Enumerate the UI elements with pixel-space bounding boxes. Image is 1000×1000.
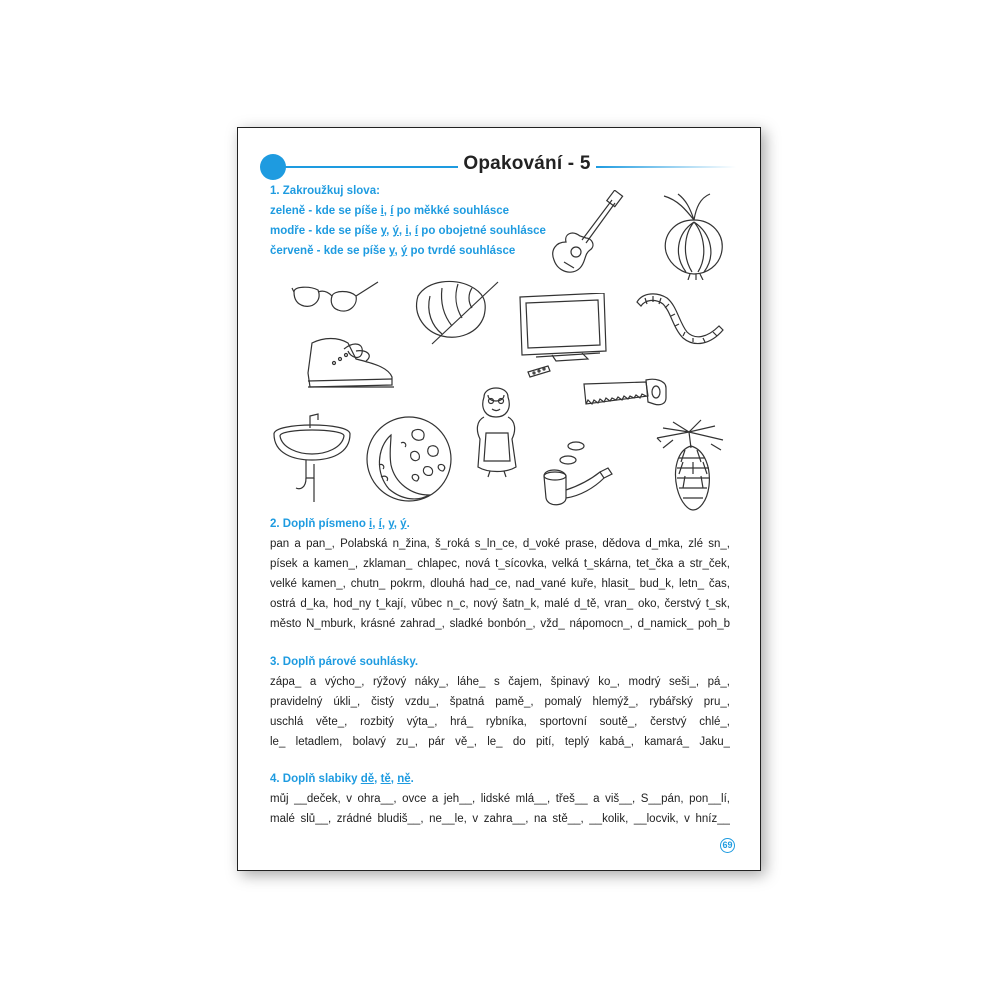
task2-heading: 2. Doplň písmeno i, í, y, ý. (270, 518, 410, 530)
task4-heading: 4. Doplň slabiky dě, tě, ně. (270, 773, 414, 785)
workbook-page (237, 127, 761, 871)
picture-area (238, 128, 762, 528)
task1-heading: 1. Zakroužkuj slova: (270, 185, 380, 197)
pipe-icon (538, 436, 618, 511)
task2-line: velké kamen_, chutn_ pokrm, dlouhá had_ce, nad_vané kuře, hlasit_ bud_k, letn_ čas, (270, 578, 730, 590)
task3-line: uschlá věte_, rozbitý výta_, hrá_ rybníka, sportovní soutě_, čerstvý chlé_, (270, 716, 730, 728)
task2-line: ostrá d_ka, hod_ny t_kají, vůbec n_c, nový šatn_k, malé d_tě, vran_ oko, čerstvý t_sk, (270, 598, 730, 610)
task4-line: můj __deček, v ohra__, ovce a jeh__, lidské mlá__, třeš__ a viš__, Š__pán, pon__lí, (270, 793, 730, 805)
page-number: 69 (720, 838, 735, 853)
sink-icon (270, 408, 355, 503)
task3-heading: 3. Doplň párové souhlásky. (270, 656, 419, 668)
television-icon (516, 293, 611, 365)
task3-line: zápa_ a výcho_, rýžový náky_, láhe_ s čajem, špinavý ko_, modrý seši_, pá_, (270, 676, 730, 688)
onion-icon (656, 190, 731, 280)
task3-line: le_ letadlem, bolavý zu_, pár vě_, le_ do pití, teplý kabá_, kamará_ Jaku_ (270, 736, 730, 748)
remote-control-icon (526, 364, 552, 380)
saw-icon (580, 378, 670, 414)
task1-line-red: červeně - kde se píše y, ý po tvrdé souhlásce (270, 245, 516, 257)
shoe-icon (304, 333, 399, 395)
task1-line-green: zeleně - kde se píše i, í po měkké souhlásce (270, 205, 510, 217)
pine-cone-icon (653, 418, 728, 513)
task3-line: pravidelný úkli_, čistý vzdu_, špatná pamě_, pomalý hlemýž_, rybářský pru_, (270, 696, 730, 708)
task4-line: malé slů__, zrádné bludiš__, ne__le, v zahra__, na stě__, __kolik, __locvik, v hníz__ (270, 813, 730, 825)
worm-icon (633, 288, 728, 350)
glasses-icon (290, 278, 382, 318)
page-title: Opakování - 5 (463, 153, 591, 174)
task2-line: město N_mburk, krásné zahrad_, sladké bonbón_, vžd_ nápomocn_, d_namick_ poh_b (270, 618, 730, 630)
task1-line-blue: modře - kde se píše y, ý, i, í po obojetné souhlásce (270, 225, 546, 237)
moon-cheese-icon (363, 413, 458, 508)
grandmother-icon (468, 383, 526, 478)
task2-line: pan a pan_, Polabská n_žina, š_roká s_ln_ce, d_voké prase, dědova d_mka, zlé sn_, (270, 538, 730, 550)
leaf-icon (408, 276, 503, 356)
guitar-icon (546, 190, 626, 282)
task2-line: písek a kamen_, zklaman_ chlapec, nová t_sícovka, velká t_skárna, tet_čka a str_ček, (270, 558, 730, 570)
